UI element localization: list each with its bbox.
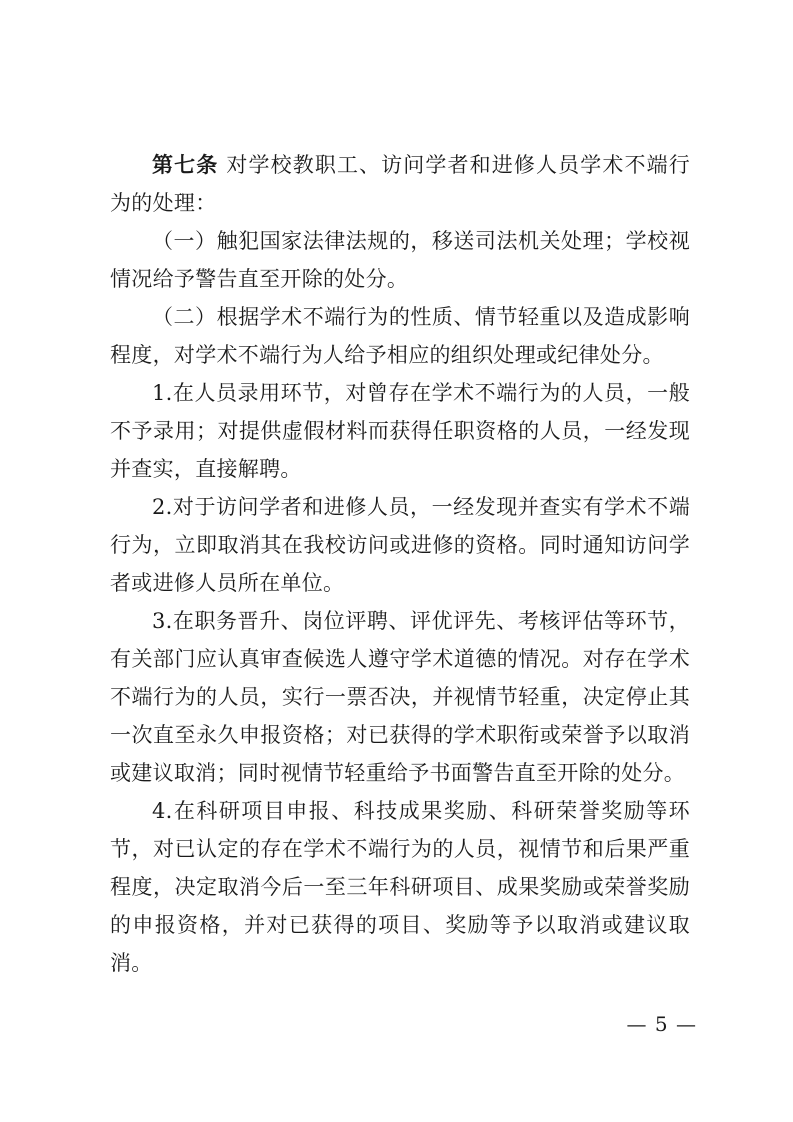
paragraph-subitem-2: 2.对于访问学者和进修人员，一经发现并查实有学术不端行为，立即取消其在我校访问或进修的资格。同时通知访问学者或进修人员所在单位。: [110, 495, 690, 595]
paragraph-item-1: （一）触犯国家法律法规的，移送司法机关处理；学校视情况给予警告直至开除的处分。: [110, 229, 690, 291]
paragraph-subitem-4: 4.在科研项目申报、科技成果奖励、科研荣誉奖励等环节，对已认定的存在学术不端行为的人员，视情节和后果严重程度，决定取消今后一至三年科研项目、成果奖励或荣誉奖励的申报资格，并对已获得的项目、奖励等予以取消或建议取消。: [110, 799, 690, 975]
document-body: [110, 146, 690, 982]
paragraph-item-2: （二）根据学术不端行为的性质、情节轻重以及造成影响程度，对学术不端行为人给予相应的组织处理或纪律处分。: [110, 305, 690, 367]
article-heading: 第七条: [152, 152, 219, 177]
paragraph-subitem-3: 3.在职务晋升、岗位评聘、评优评先、考核评估等环节，有关部门应认真审查候选人遵守学术道德的情况。对存在学术不端行为的人员，实行一票否决，并视情节轻重，决定停止其一次直至永久申报资格；对已获得的学术职衔或荣誉予以取消或建议取消；同时视情节轻重给予书面警告直至开除的处分。: [110, 609, 690, 785]
article-intro: 对学校教职工、访问学者和进修人员学术不端行为的处理：: [110, 153, 690, 215]
article-paragraph: [110, 146, 690, 222]
page-number: — 5 —: [626, 1012, 697, 1036]
paragraph-subitem-1: 1.在人员录用环节，对曾存在学术不端行为的人员，一般不予录用；对提供虚假材料而获得任职资格的人员，一经发现并查实，直接解聘。: [110, 381, 690, 481]
